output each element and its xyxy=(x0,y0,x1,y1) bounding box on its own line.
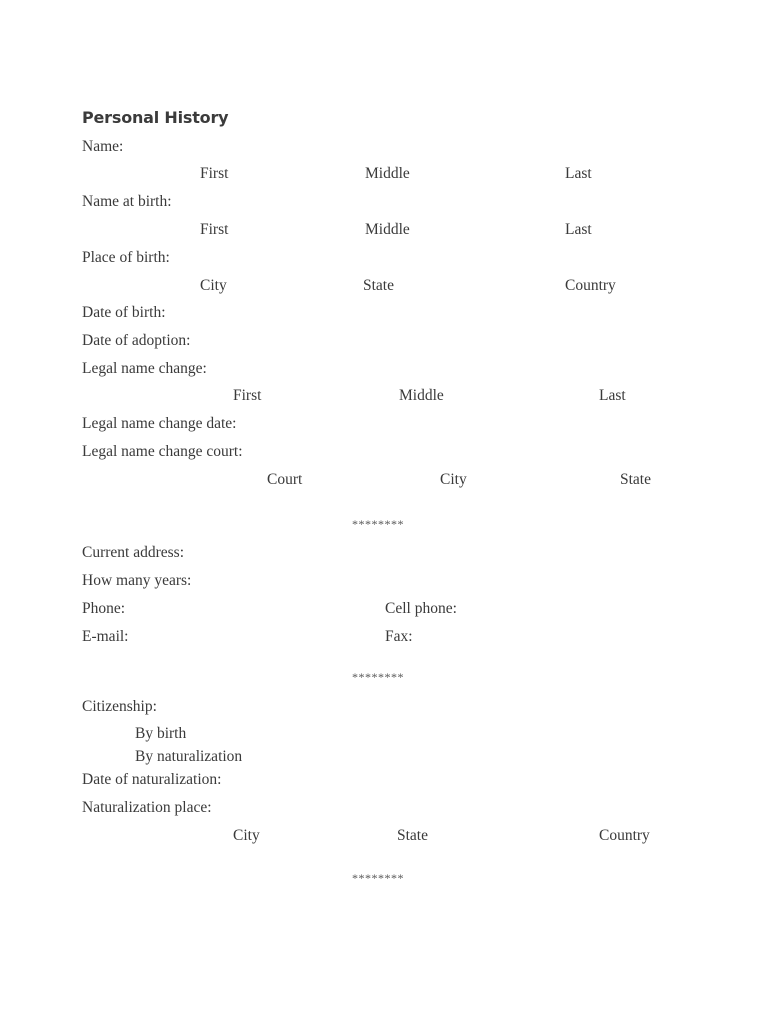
naturalization-country-caption: Country xyxy=(599,827,650,844)
citizenship-by-birth-option: By birth xyxy=(135,725,187,742)
date-of-birth-label: Date of birth: xyxy=(82,304,166,321)
place-of-birth-label: Place of birth: xyxy=(82,249,170,266)
legal-name-change-date-label: Legal name change date: xyxy=(82,415,237,432)
date-of-adoption-label: Date of adoption: xyxy=(82,332,191,349)
name-label: Name: xyxy=(82,138,124,155)
birth-name-last-caption: Last xyxy=(565,221,592,238)
birth-country-caption: Country xyxy=(565,277,616,294)
date-of-naturalization-label: Date of naturalization: xyxy=(82,771,222,788)
current-address-label: Current address: xyxy=(82,544,185,561)
legal-middle-caption: Middle xyxy=(399,387,444,404)
court-state-caption: State xyxy=(620,471,651,488)
name-last-caption: Last xyxy=(565,165,592,182)
birth-name-middle-caption: Middle xyxy=(365,221,410,238)
citizenship-label: Citizenship: xyxy=(82,698,157,715)
section-separator: ******** xyxy=(352,670,404,684)
name-first-caption: First xyxy=(200,165,229,182)
fax-label: Fax: xyxy=(385,628,413,645)
court-city-caption: City xyxy=(440,471,467,488)
phone-label: Phone: xyxy=(82,600,126,617)
section-separator: ******** xyxy=(352,517,404,531)
naturalization-state-caption: State xyxy=(397,827,428,844)
legal-first-caption: First xyxy=(233,387,262,404)
how-many-years-label: How many years: xyxy=(82,572,192,589)
legal-name-change-court-label: Legal name change court: xyxy=(82,443,243,460)
email-label: E-mail: xyxy=(82,628,129,645)
birth-state-caption: State xyxy=(363,277,394,294)
legal-last-caption: Last xyxy=(599,387,626,404)
page-title: Personal History xyxy=(82,108,229,127)
cell-phone-label: Cell phone: xyxy=(385,600,457,617)
name-middle-caption: Middle xyxy=(365,165,410,182)
name-at-birth-label: Name at birth: xyxy=(82,193,172,210)
birth-city-caption: City xyxy=(200,277,227,294)
court-caption: Court xyxy=(267,471,303,488)
naturalization-place-label: Naturalization place: xyxy=(82,799,212,816)
naturalization-city-caption: City xyxy=(233,827,260,844)
section-separator: ******** xyxy=(352,871,404,885)
birth-name-first-caption: First xyxy=(200,221,229,238)
citizenship-by-naturalization-option: By naturalization xyxy=(135,748,243,765)
legal-name-change-label: Legal name change: xyxy=(82,360,207,377)
